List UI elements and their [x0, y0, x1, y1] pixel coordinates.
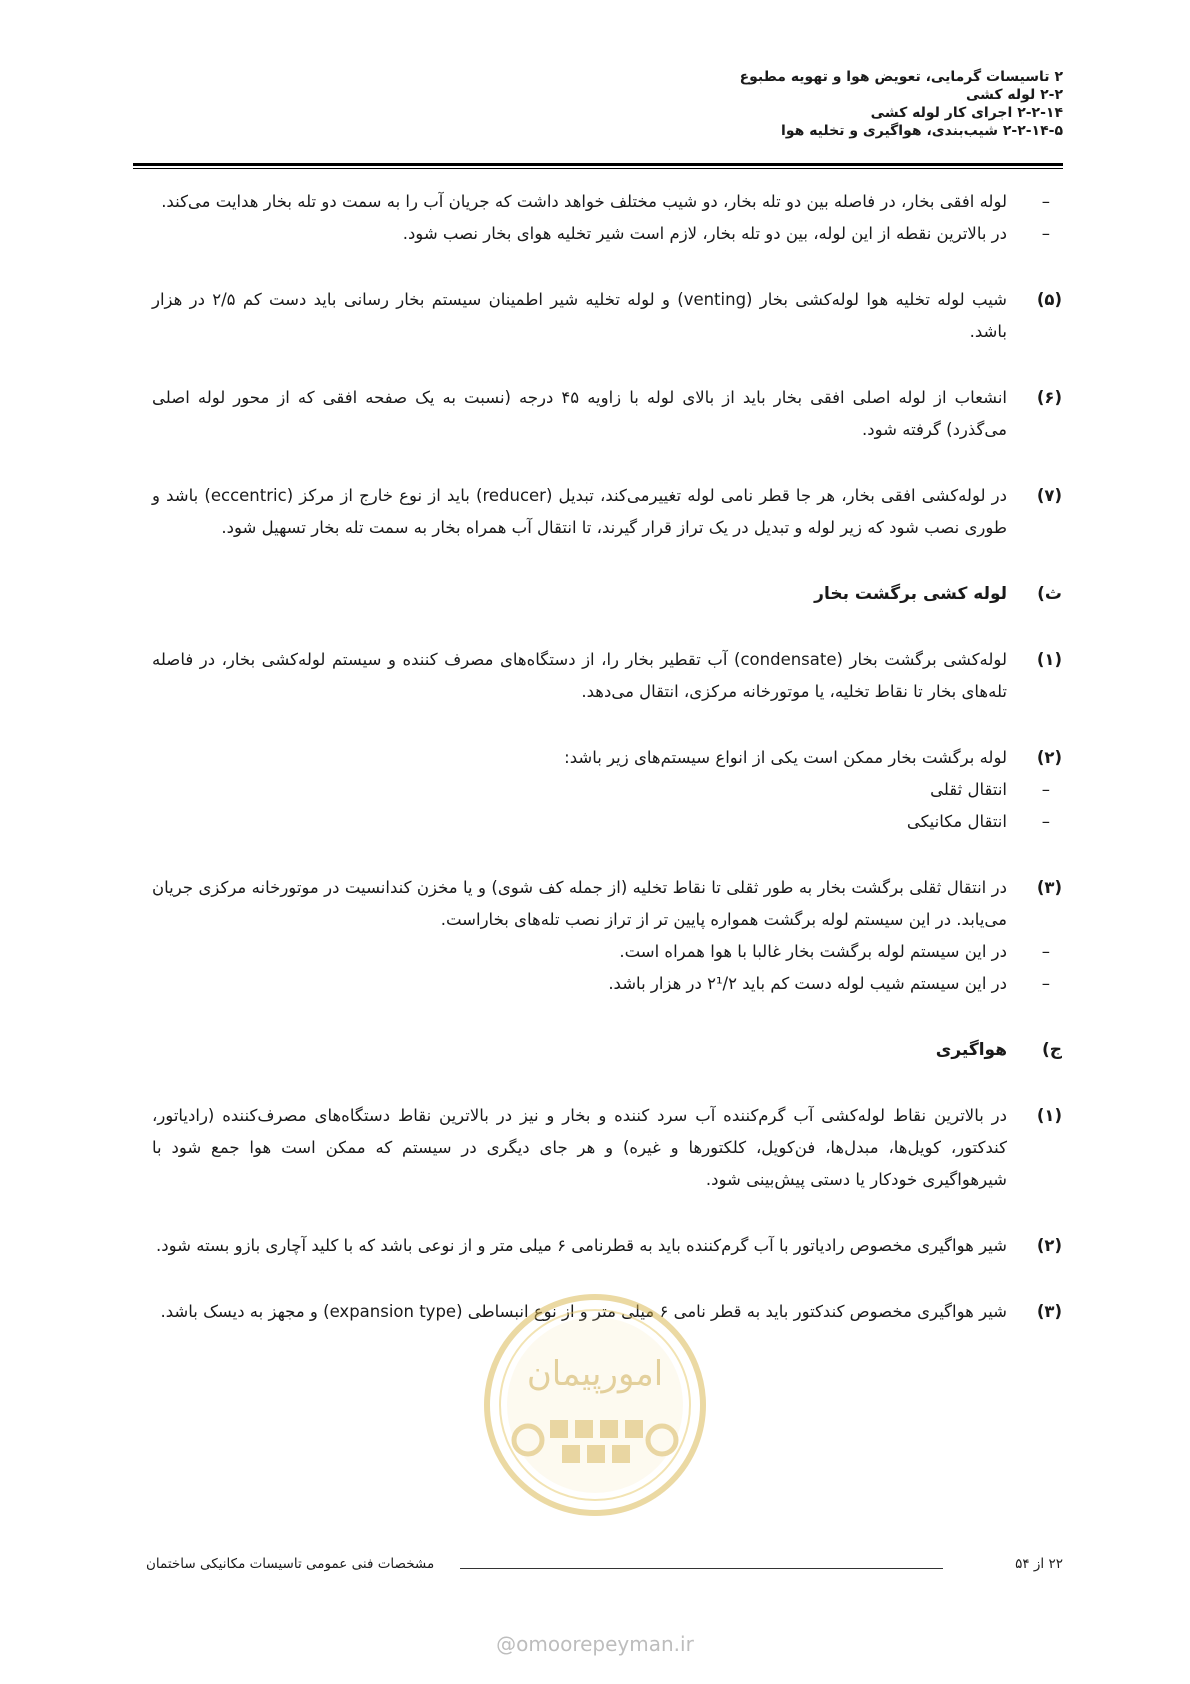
clause-5 — [152, 284, 1062, 348]
list-item: – لوله افقی بخار، در فاصله بین دو تله بخار، دو شیب مختلف خواهد داشت که جریان آب را به سمت دو تله بخار هدایت می‌کند. — [161, 192, 1050, 211]
running-header — [123, 68, 1063, 140]
header-line-3: ۲-۲-۱۴ اجرای کار لوله کشی — [870, 105, 1063, 121]
clause-text: لوله برگشت بخار ممکن است یکی از انواع سیستم‌های زیر باشد: — [564, 748, 1007, 767]
clause-text: لوله‌کشی برگشت بخار (condensate) آب تقطیر بخار را، از دستگاه‌های مصرف کننده و سیستم لوله‌کشی بخار، در فاصله تله‌های بخار تا نقاط تخلیه، یا موتورخانه مرکزی، انتقال می‌دهد. — [152, 650, 1007, 701]
clause-number: (۳) — [1036, 878, 1062, 897]
watermark-url: @omoorepeyman.ir — [496, 1632, 694, 1656]
list-item: – در این سیستم شیب لوله دست کم باید ۲¹/۲ در هزار باشد. — [608, 974, 1050, 993]
clause-text: شیب لوله تخلیه هوا لوله‌کشی بخار (venting) و لوله تخلیه شیر اطمینان سیستم بخار رسانی باید دست کم ۲/۵ در هزار باشد. — [152, 290, 1008, 341]
fraction-value: ۲¹/۲ — [707, 974, 737, 993]
header-line-1: ۲ تاسیسات گرمایی، تعویض هوا و تهویه مطبوع — [739, 69, 1063, 85]
footer-rule — [460, 1568, 943, 1569]
clause-text: در لوله‌کشی افقی بخار، هر جا قطر نامی لوله تغییرمی‌کند، تبدیل (reducer) باید از نوع خارج از مرکز (eccentric) باشد و طوری نصب شود که زیر لوله و تبدیل در یک تراز قرار گیرند، تا انتقال آب همراه بخار به سمت تله بخار تسهیل شود. — [152, 486, 1007, 537]
clause-number: (۵) — [1036, 290, 1062, 309]
list-item: – انتقال مکانیکی — [906, 812, 1050, 831]
list-item: – در این سیستم لوله برگشت بخار غالبا با هوا همراه است. — [619, 942, 1050, 961]
intro-dash-2: در بالاترین نقطه از این لوله، بین دو تله بخار، لازم است شیر تخلیه هوای بخار نصب شود. — [402, 224, 1007, 243]
t2-dash-2: انتقال مکانیکی — [906, 812, 1007, 831]
clause-text: در انتقال ثقلی برگشت بخار به طور ثقلی تا نقاط تخلیه (از جمله کف شوی) و یا مخزن کندانسیت در موتورخانه مرکزی جریان می‌یابد. در این سیستم لوله برگشت همواره پایین تر از تراز نصب تله‌های بخاراست. — [152, 878, 1007, 929]
clause-text: در بالاترین نقاط لوله‌کشی آب گرم‌کننده آب سرد کننده و بخار و نیز در بالاترین نقاط دستگاه‌های مصرف‌کننده (رادیاتور، کندکتور، کویل‌ها، مبدل‌ها، فن‌کویل، کلکتورها و غیره) و هر جای دیگری در سیستم که ممکن است هوا جمع شود با شیرهواگیری خودکار یا دستی پیش‌بینی شود. — [152, 1106, 1007, 1189]
t2-dash-1: انتقال ثقلی — [930, 780, 1007, 799]
clause-j1 — [152, 1100, 1062, 1196]
clause-j2 — [152, 1230, 1062, 1262]
clause-number: (۶) — [1036, 388, 1062, 407]
clause-number: (۷) — [1036, 486, 1062, 505]
clause-7 — [152, 480, 1062, 544]
header-line-4: ۲-۲-۱۴-۵ شیب‌بندی، هواگیری و تخلیه هوا — [781, 123, 1063, 139]
page-body — [152, 186, 1062, 1328]
clause-t2 — [152, 742, 1062, 774]
footer-title: مشخصات فنی عمومی تاسیسات مکانیکی ساختمان — [146, 1556, 435, 1572]
clause-number: (۱) — [1036, 650, 1062, 669]
section-letter: ث) — [1037, 584, 1062, 604]
t3-dash-2-b: در هزار باشد. — [608, 974, 708, 993]
t3-dash-1: در این سیستم لوله برگشت بخار غالبا با هوا همراه است. — [619, 942, 1007, 961]
clause-6 — [152, 382, 1062, 446]
watermark-seal — [480, 1290, 710, 1520]
section-title: لوله کشی برگشت بخار — [814, 584, 1007, 604]
header-line-2: ۲-۲ لوله کشی — [966, 87, 1063, 103]
section-letter: ج) — [1041, 1040, 1062, 1060]
clause-text: شیر هواگیری مخصوص رادیاتور با آب گرم‌کننده باید به قطرنامی ۶ میلی متر و از نوعی باشد که با کلید آچاری بازو بسته شود. — [156, 1236, 1007, 1255]
clause-t1 — [152, 644, 1062, 708]
clause-number: (۳) — [1036, 1302, 1062, 1321]
page-number: ۲۲ از ۵۴ — [1015, 1556, 1063, 1572]
clause-number: (۱) — [1036, 1106, 1062, 1125]
svg-text:امورپیمان: امورپیمان — [526, 1354, 664, 1394]
clause-text: انشعاب از لوله اصلی افقی بخار باید از بالای لوله با زاویه ۴۵ درجه (نسبت به یک صفحه افقی که از محور لوله اصلی می‌گذرد) گرفته شود. — [152, 388, 1008, 439]
header-rule-thick — [133, 163, 1063, 166]
header-rule-thin — [133, 168, 1063, 169]
section-heading-steam-return — [152, 578, 1062, 610]
list-item: – در بالاترین نقطه از این لوله، بین دو تله بخار، لازم است شیر تخلیه هوای بخار نصب شود. — [402, 224, 1050, 243]
at-icon: @ — [496, 1632, 517, 1656]
clause-t3 — [152, 872, 1062, 936]
page-footer — [134, 1556, 1063, 1580]
clause-number: (۲) — [1036, 748, 1062, 767]
clause-number: (۲) — [1036, 1236, 1062, 1255]
t3-dash-2-a: در این سیستم شیب لوله دست کم باید — [736, 974, 1007, 993]
section-title: هواگیری — [935, 1040, 1007, 1060]
intro-dash-1: لوله افقی بخار، در فاصله بین دو تله بخار، دو شیب مختلف خواهد داشت که جریان آب را به سمت دو تله بخار هدایت می‌کند. — [161, 192, 1007, 211]
clause-text: شیر هواگیری مخصوص کندکتور باید به قطر نامی ۶ میلی متر و از نوع انبساطی (expansion type) و مجهز به دیسک باشد. — [160, 1302, 1007, 1321]
section-heading-air-venting — [152, 1034, 1062, 1066]
list-item: – انتقال ثقلی — [930, 780, 1050, 799]
